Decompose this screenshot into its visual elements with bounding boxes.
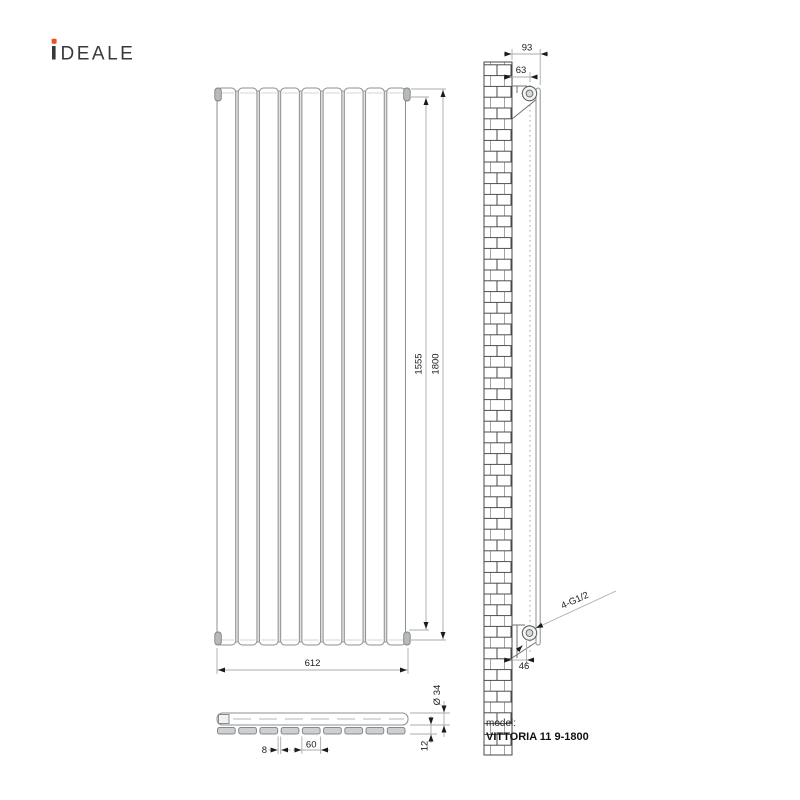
dim-panel-gap-8: [262, 737, 291, 757]
panel-section: [302, 728, 320, 735]
dim-panel-offset-12: [410, 716, 437, 751]
dim-text-overall-depth: 93: [521, 42, 533, 54]
radiator-panel: [302, 88, 321, 645]
connection-leader: [536, 590, 616, 628]
radiator-panel: [281, 88, 300, 645]
panel-section: [345, 728, 363, 735]
dim-text-panel-offset: 12: [419, 740, 431, 752]
radiator-panel: [238, 88, 257, 645]
bracket-line: [512, 641, 538, 658]
bottom-view: [217, 685, 450, 756]
logo-letter-i-stem: [52, 46, 56, 60]
dim-text-top-connection-offset: 63: [515, 65, 527, 76]
panel-section: [239, 728, 257, 735]
dim-text-panel-width: 60: [305, 739, 317, 751]
panel-section: [387, 728, 405, 735]
radiator-panel: [344, 88, 363, 645]
radiator-panel: [259, 88, 278, 645]
brand-logo: [52, 39, 136, 65]
dim-text-overall-width: 612: [304, 658, 321, 669]
dim-text-overall-height: 1800: [430, 353, 442, 375]
dim-text-panel-gap: 8: [261, 745, 267, 756]
dim-height-1555: [409, 97, 429, 630]
dim-text-bracket-height: 1555: [413, 353, 425, 375]
logo-text: DEALE: [60, 43, 136, 65]
model-value: VITTORIA 11 9-1800: [486, 731, 589, 743]
radiator-side-profile: [536, 88, 540, 645]
panel-section: [218, 728, 236, 735]
radiator-panel: [387, 88, 406, 645]
radiator-panel: [366, 88, 385, 645]
panel-section: [260, 728, 278, 735]
end-cap-top-right: [404, 88, 411, 101]
dim-text-bottom-connection-offset: 46: [518, 661, 530, 672]
dim-text-connections: 4-G1/2: [559, 589, 591, 612]
end-cap-bottom-right: [404, 632, 411, 645]
bracket-line: [512, 99, 538, 120]
arrow: [517, 646, 523, 652]
panel-section: [324, 728, 342, 735]
end-cap-bottom-left: [215, 632, 222, 645]
collector-end-cap: [219, 715, 230, 724]
logo-dot-icon: [52, 39, 57, 44]
dim-panel-width-60: [293, 737, 330, 755]
dim-width-612: [217, 648, 408, 674]
bottom-connection-fitting: [522, 626, 536, 640]
top-connection-fitting: [522, 86, 536, 100]
fitting-inner: [526, 630, 533, 637]
panel-section: [281, 728, 299, 735]
side-view: [484, 43, 616, 756]
model-block: [486, 718, 589, 743]
bottom-view-panel-sections: [218, 728, 405, 735]
model-label: model:: [486, 718, 517, 729]
fitting-inner: [526, 90, 533, 97]
panel-section: [366, 728, 384, 735]
radiator-panel: [217, 88, 236, 645]
dim-text-collector-diameter: Ø 34: [432, 684, 443, 706]
end-cap-top-left: [215, 88, 222, 101]
front-view-panels: [217, 88, 405, 645]
radiator-panel: [323, 88, 342, 645]
front-view: [215, 88, 446, 674]
dim-collector-diameter: [410, 685, 450, 737]
brick-wall: [484, 62, 512, 755]
